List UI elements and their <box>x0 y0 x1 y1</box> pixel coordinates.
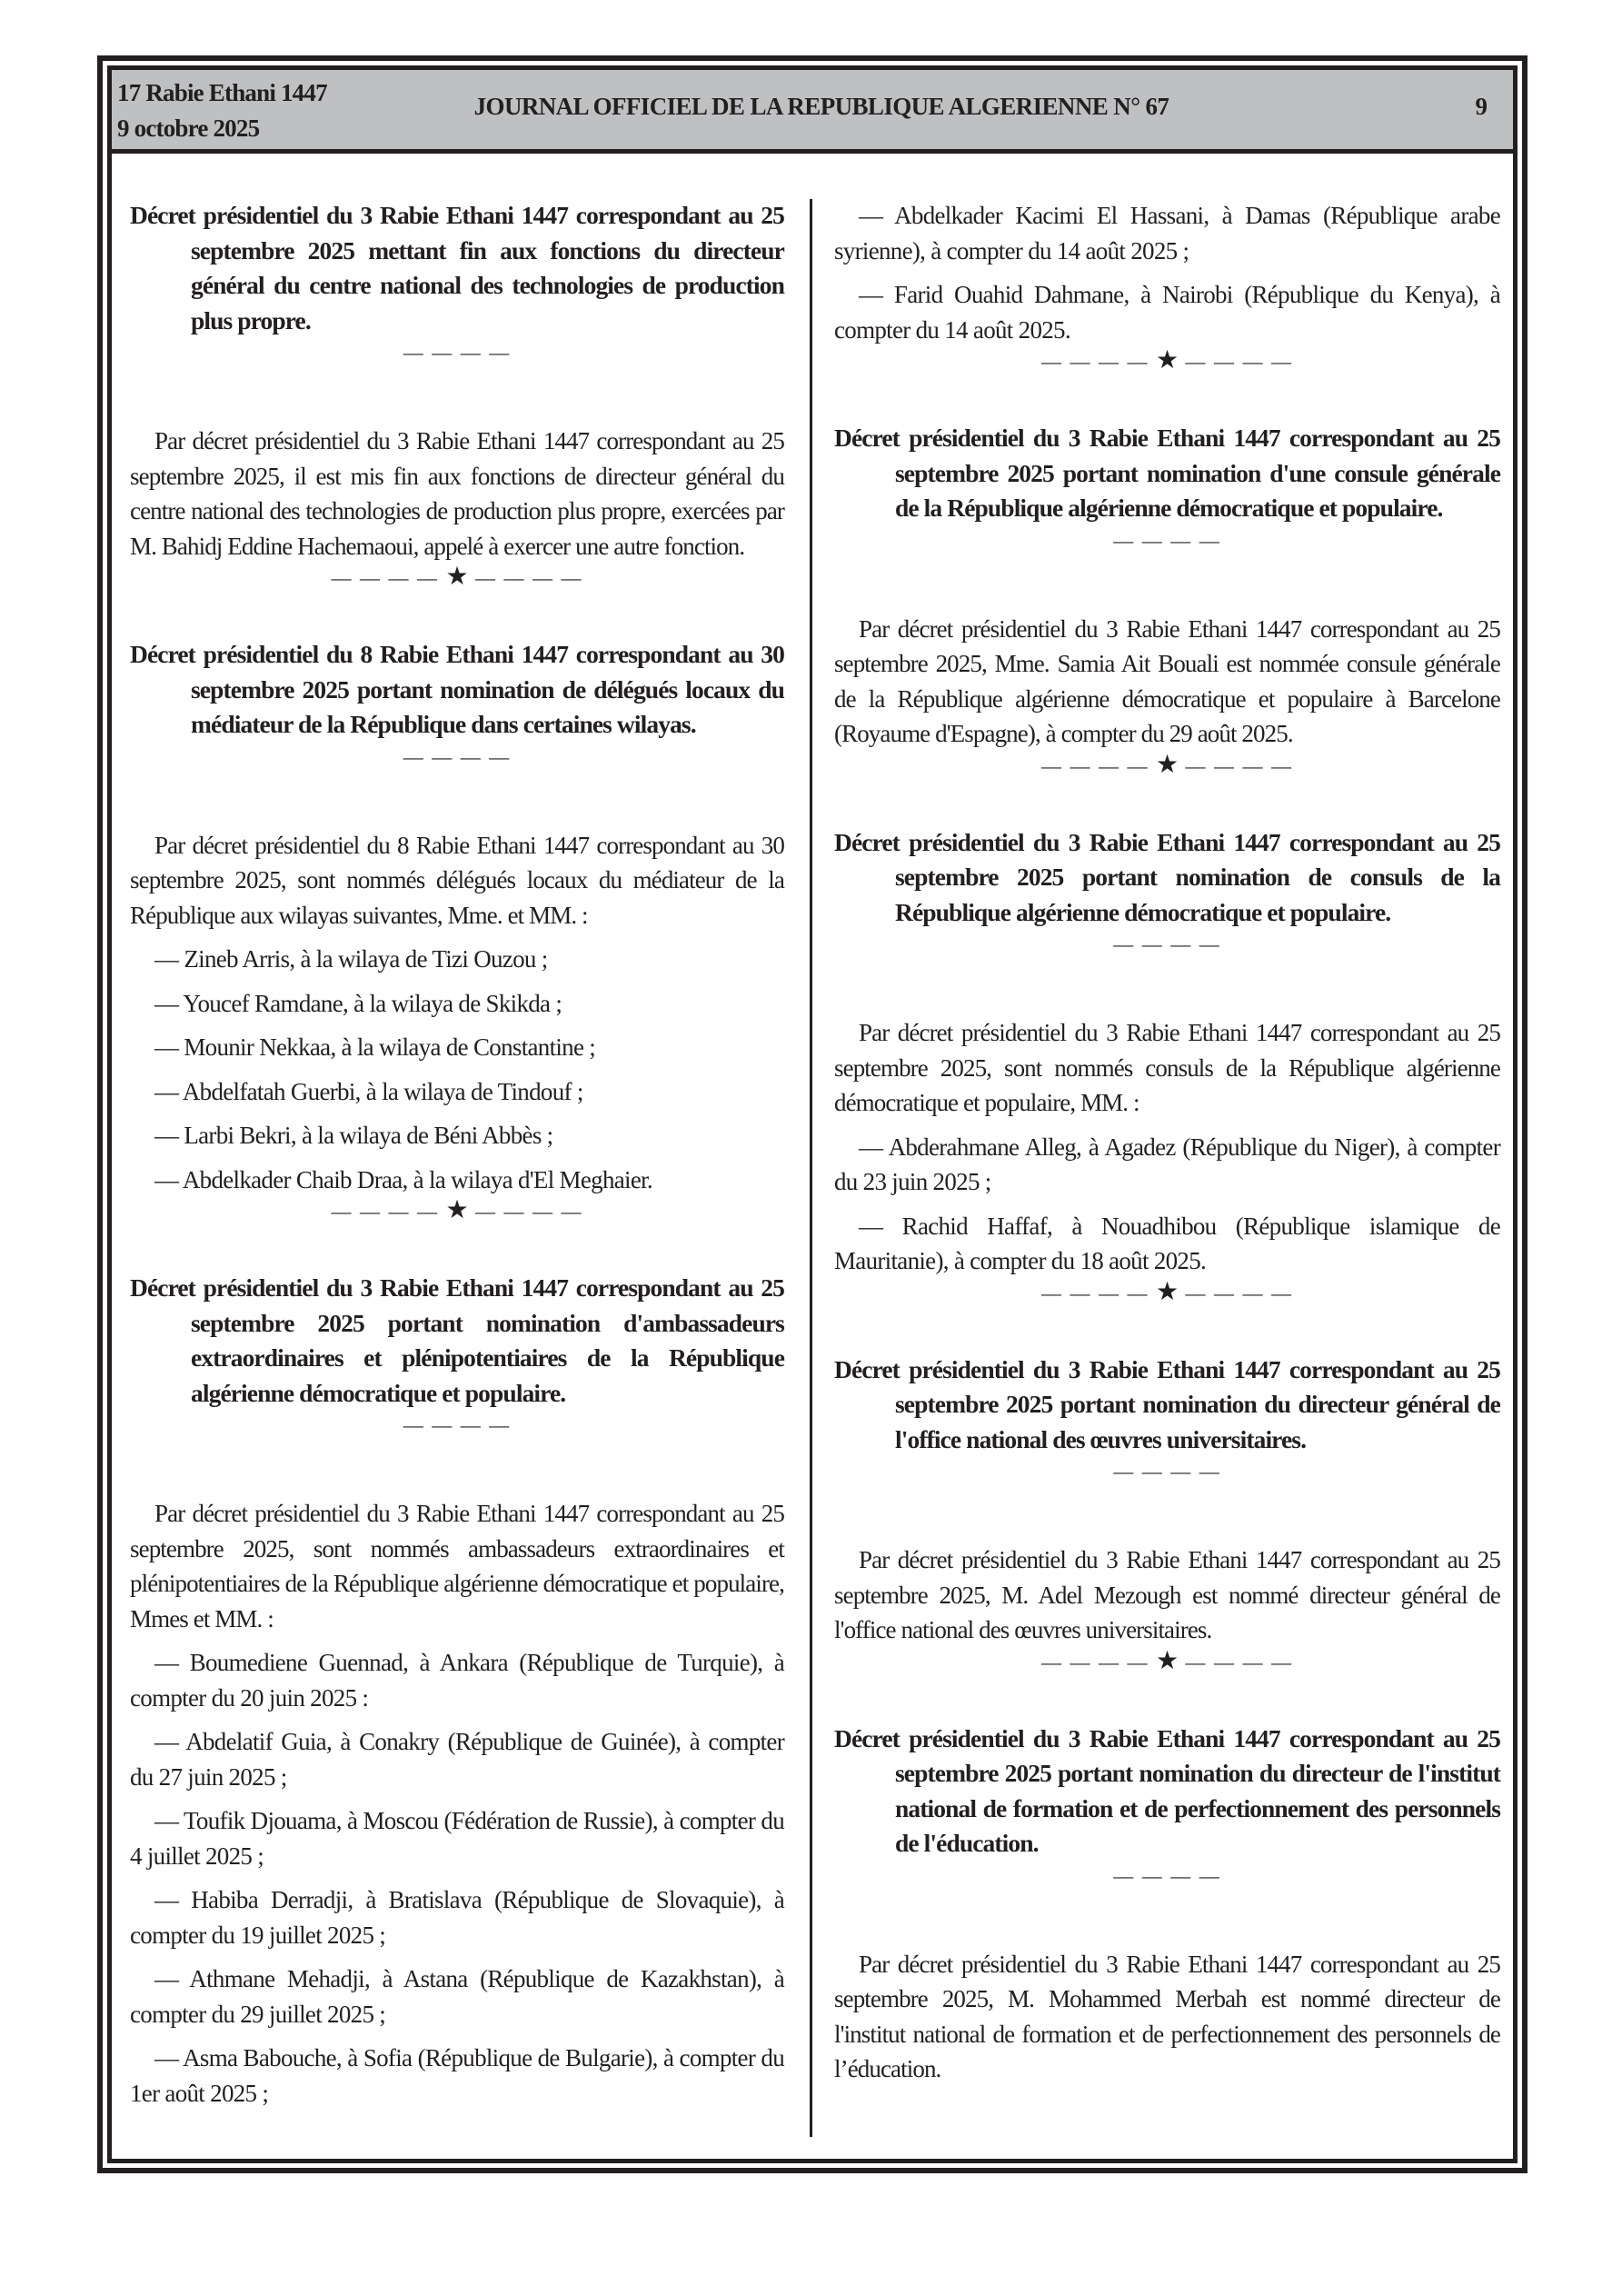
list-item: — Abdelkader Kacimi El Hassani, à Damas (République arabe syrienne), à compter du 14 août 2025 ; <box>834 202 1500 265</box>
hijri-date: 17 Rabie Ethani 1447 <box>117 79 327 106</box>
decree-education-institute-director <box>834 1722 1500 2087</box>
decree-body: Par décret présidentiel du 3 Rabie Ethani 1447 correspondant au 25 septembre 2025, sont nommés consuls de la République algérienne démocratique et populaire, MM. : <box>834 1019 1500 1116</box>
list-item: — Abderahmane Alleg, à Agadez (République du Niger), à compter du 23 juin 2025 ; <box>834 1133 1500 1195</box>
decree-body: Par décret présidentiel du 3 Rabie Ethani 1447 correspondant au 25 septembre 2025, M. Adel Mezough est nommé directeur général de l'office national des œuvres universitaires. <box>834 1546 1500 1643</box>
list-item: — Toufik Djouama, à Moscou (Fédération de Russie), à compter du 4 juillet 2025 ; <box>130 1807 784 1870</box>
decree-heading: Décret présidentiel du 3 Rabie Ethani 1447 correspondant au 25 septembre 2025 portant nomination de consuls de la République algérienne démocratique et populaire. <box>834 827 1500 926</box>
decree-consuls <box>834 825 1500 1353</box>
star-separator: — — — — ★ — — — — <box>331 1196 583 1224</box>
list-item: — Farid Ouahid Dahmane, à Nairobi (République du Kenya), à compter du 14 août 2025. <box>834 281 1500 344</box>
short-separator: — — — — <box>1113 1863 1221 1887</box>
decree-heading: Décret présidentiel du 3 Rabie Ethani 1447 correspondant au 25 septembre 2025 mettant fin aux fonctions du directeur général du centre national des technologies de production plus propre. <box>130 201 784 334</box>
star-icon: ★ <box>1155 346 1179 374</box>
list-item: — Asma Babouche, à Sofia (République de Bulgarie), à compter du 1er août 2025 ; <box>130 2044 784 2107</box>
list-item: — Habiba Derradji, à Bratislava (République de Slovaquie), à compter du 19 juillet 2025 ; <box>130 1886 784 1949</box>
right-column <box>834 198 1500 2087</box>
decree-heading: Décret présidentiel du 8 Rabie Ethani 1447 correspondant au 30 septembre 2025 portant nomination de délégués locaux du médiateur de la République dans certaines wilayas. <box>130 640 784 738</box>
star-separator: — — — — ★ — — — — <box>1040 1277 1294 1306</box>
list-item: — Rachid Haffaf, à Nouadhibou (République islamique de Mauritanie), à compter du 18 août 2025. <box>834 1212 1500 1274</box>
short-separator: — — — — <box>1113 933 1221 955</box>
decree-ambassadors <box>130 1271 784 2111</box>
decree-heading: Décret présidentiel du 3 Rabie Ethani 1447 correspondant au 25 septembre 2025 portant nomination d'une consule générale de la République algérienne démocratique et populaire. <box>834 424 1500 522</box>
decree-heading: Décret présidentiel du 3 Rabie Ethani 1447 correspondant au 25 septembre 2025 portant nomination d'ambassadeurs extraordinaires et plénipotentiaires de la République algérienne démocratique et populaire. <box>130 1273 784 1407</box>
page-number: 9 <box>1475 93 1488 120</box>
star-icon: ★ <box>1155 1646 1179 1675</box>
short-separator: — — — — <box>403 341 512 364</box>
journal-header <box>112 70 1513 154</box>
list-item: — Athmane Mehadji, à Astana (République de Kazakhstan), à compter du 29 juillet 2025 ; <box>130 1965 784 2028</box>
decree-ambassadors-continued <box>834 198 1500 421</box>
star-separator: — — — — ★ — — — — <box>1040 1646 1294 1675</box>
star-icon: ★ <box>1155 1277 1179 1306</box>
star-separator: — — — — ★ — — — — <box>1040 750 1294 779</box>
decree-heading: Décret présidentiel du 3 Rabie Ethani 1447 correspondant au 25 septembre 2025 portant nomination du directeur de l'institut national de formation et de perfectionnement des personnels de l'éducation. <box>834 1723 1500 1857</box>
list-item: — Larbi Bekri, à la wilaya de Béni Abbès ; <box>154 1122 553 1149</box>
short-separator: — — — — <box>1113 1460 1221 1482</box>
list-item: — Abdelfatah Guerbi, à la wilaya de Tindouf ; <box>154 1077 583 1105</box>
star-icon: ★ <box>445 563 469 591</box>
column-divider <box>810 199 812 2137</box>
list-item: — Zineb Arris, à la wilaya de Tizi Ouzou ; <box>154 945 548 973</box>
decree-mediator-delegates <box>130 637 784 1271</box>
short-separator: — — — — <box>403 744 512 768</box>
list-item: — Abdelatif Guia, à Conakry (République de Guinée), à compter du 27 juin 2025 ; <box>130 1728 784 1791</box>
decree-consul-general <box>834 421 1500 825</box>
star-separator: — — — — ★ — — — — <box>1040 346 1294 374</box>
decree-onou-director <box>834 1353 1500 1722</box>
list-item: — Youcef Ramdane, à la wilaya de Skikda ; <box>154 989 562 1017</box>
list-item: — Abdelkader Chaib Draa, à la wilaya d'El Meghaier. <box>154 1165 652 1193</box>
decree-end-of-functions-cntpp <box>130 198 784 637</box>
star-icon: ★ <box>1155 750 1179 779</box>
list-item: — Boumediene Guennad, à Ankara (République de Turquie), à compter du 20 juin 2025 : <box>130 1649 784 1712</box>
decree-body: Par décret présidentiel du 3 Rabie Ethani 1447 correspondant au 25 septembre 2025, sont nommés ambassadeurs extraordinaires et plénipotentiaires de la République algérienne démocratique et populaire, Mmes et MM. : <box>130 1500 784 1632</box>
short-separator: — — — — <box>403 1413 512 1436</box>
decree-body: Par décret présidentiel du 3 Rabie Ethani 1447 correspondant au 25 septembre 2025, Mme. Samia Ait Bouali est nommée consule générale de la République algérienne démocratique et populaire à Barcelone (Royaume d'Espagne), à compter du 29 août 2025. <box>834 614 1500 747</box>
gregorian-date: 9 octobre 2025 <box>117 115 260 142</box>
short-separator: — — — — <box>1113 528 1221 552</box>
star-icon: ★ <box>445 1196 469 1224</box>
decree-body: Par décret présidentiel du 3 Rabie Ethani 1447 correspondant au 25 septembre 2025, il est mis fin aux fonctions de directeur général du centre national des technologies de production plus propre, exercées par M. Bahidj Eddine Hachemaoui, appelé à exercer une autre fonction. <box>130 427 784 560</box>
journal-title: JOURNAL OFFICIEL DE LA REPUBLIQUE ALGERIENNE N° 67 <box>473 93 1169 120</box>
list-item: — Mounir Nekkaa, à la wilaya de Constantine ; <box>154 1033 596 1061</box>
decree-body: Par décret présidentiel du 8 Rabie Ethani 1447 correspondant au 30 septembre 2025, sont nommés délégués locaux du médiateur de la République aux wilayas suivantes, Mme. et MM. : <box>130 831 784 929</box>
left-column <box>130 198 784 2111</box>
decree-body: Par décret présidentiel du 3 Rabie Ethani 1447 correspondant au 25 septembre 2025, M. Mohammed Merbah est nommé directeur de l'institut national de formation et de perfectionnement des personnels de l’éducation. <box>834 1950 1500 2082</box>
decree-heading: Décret présidentiel du 3 Rabie Ethani 1447 correspondant au 25 septembre 2025 portant nomination du directeur général de l'office national des œuvres universitaires. <box>834 1354 1500 1453</box>
star-separator: — — — — ★ — — — — <box>331 563 583 591</box>
